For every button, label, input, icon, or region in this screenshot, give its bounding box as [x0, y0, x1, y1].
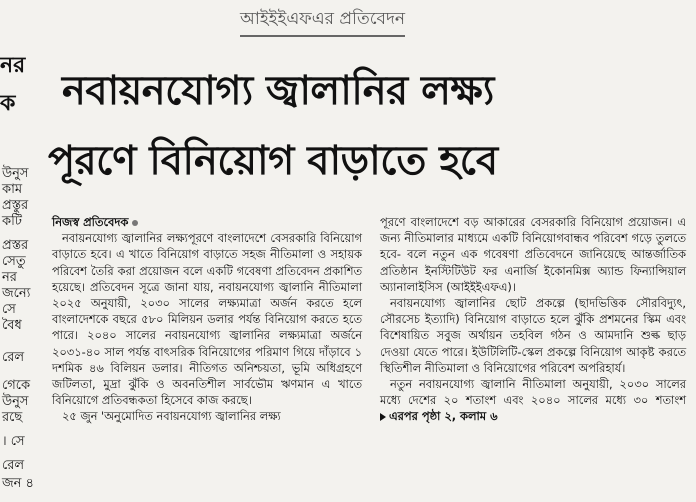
- adjacent-text-fragment: । সে: [2, 434, 25, 449]
- adjacent-text-fragment: নর: [2, 270, 17, 285]
- article-column-right: [380, 214, 686, 425]
- article-paragraph: ২৫ জুন 'অনুমোদিত নবায়নযোগ্য জ্বালানির লক্ষ্য: [62, 409, 281, 424]
- adjacent-headline-fragment: নর: [0, 53, 26, 78]
- adjacent-text-fragment: কটি: [2, 214, 22, 229]
- byline: [52, 214, 362, 230]
- adjacent-article-edge: [0, 0, 40, 502]
- byline-bullet-icon: [132, 220, 138, 226]
- article-paragraph: পূরণে বাংলাদেশে বড় আকারের বেসরকারি বিনিয়োগ প্রয়োজন। এ জন্য নীতিমালার মাধ্যমে একটি বিনিয়োগবান্ধব পরিবেশ গড়ে তুলতে হবে- বলে নতুন এক গবেষণা প্রতিবেদনে জানিয়েছে আন্তর্জাতিক প্রতিষ্ঠান ইনস্টিটিউট ফর এনার্জি ইকোনমিক্স অ্যান্ড ফিন্যান্সিয়াল অ্যানালাইসিস (আইইইএফএ)।: [380, 215, 686, 294]
- adjacent-text-fragment: রেল: [2, 350, 25, 365]
- article-paragraph: [380, 376, 686, 425]
- adjacent-text-fragment: কাম: [2, 182, 23, 197]
- kicker: আইইইএফএর প্রতিবেদন: [240, 6, 405, 37]
- adjacent-text-fragment: রছে: [2, 410, 23, 425]
- headline-line-1: নবায়নযোগ্য জ্বালানির লক্ষ্য: [62, 68, 494, 114]
- adjacent-text-fragment: প্রস্তর: [2, 238, 29, 253]
- adjacent-text-fragment: বৈধ: [2, 318, 22, 333]
- headline-line-2: পূরণে বিনিয়োগ বাড়াতে হবে: [48, 138, 498, 184]
- adjacent-text-fragment: সে: [2, 302, 16, 317]
- article-column-left: [52, 214, 362, 425]
- arrow-right-icon: [380, 413, 386, 421]
- continuation-note: [380, 409, 497, 423]
- adjacent-text-fragment: গেকে: [2, 378, 31, 393]
- adjacent-headline-fragment: ক: [0, 91, 16, 116]
- adjacent-text-fragment: উনুস: [2, 394, 29, 409]
- continuation-text: এরপর পৃষ্ঠা ২, কলাম ৬: [389, 409, 498, 424]
- adjacent-text-fragment: রেল: [2, 458, 25, 473]
- article-paragraph: নবায়নযোগ্য জ্বালানির লক্ষ্যপূরণে বাংলাদেশে বেসরকারি বিনিয়োগ বাড়াতে হবে। এ খাতে বিনিয়োগ বাড়াতে সহজ নীতিমালা ও সহায়ক পরিবেশ তৈরি করা প্রয়োজন বলে একটি গবেষণা প্রতিবেদন প্রকাশিত হয়েছে। প্রতিবেদন সূত্রে জানা যায়, নবায়নযোগ্য জ্বালানি নীতিমালা ২০২৫ অনুযায়ী, ২০৩০ সালের লক্ষ্যমাত্রা অর্জন করতে হলে বাংলাদেশকে বছরে ৫৮০ মিলিয়ন ডলার পর্যন্ত বিনিয়োগ করতে হতে পারে। ২০৪০ সালের নবায়নযোগ্য জ্বালানির লক্ষ্যমাত্রা অর্জনে ২০৩১-৪০ সাল পর্যন্ত বাৎসরিক বিনিয়োগের পরিমাণ গিয়ে দাঁড়াবে ১ দশমিক ৪৬ বিলিয়ন ডলার। নীতিগত অনিশ্চয়তা, ভূমি অধিগ্রহণে জটিলতা, মুদ্রা ঝুঁকি ও অবনতিশীল সার্বভৌম ঋণমান এ খাতে বিনিয়োগে প্রতিবন্ধকতা হিসেবে কাজ করছে।: [52, 231, 362, 408]
- adjacent-text-fragment: জন্যে: [2, 286, 31, 301]
- adjacent-text-fragment: উনুস: [2, 166, 29, 181]
- byline-text: নিজস্ব প্রতিবেদক: [52, 215, 129, 229]
- article-paragraph: নবায়নযোগ্য জ্বালানির ছোট প্রকল্পে (ছাদভিত্তিক সৌরবিদ্যুৎ, সৌরসেচ ইত্যাদি) বিনিয়োগ বাড়াতে হলে ঝুঁকি প্রশমনের স্কিম এবং বিশেষায়িত সবুজ অর্থায়ন তহবিল গঠন ও আমদানি শুল্ক ছাড় দেওয়া যেতে পারে। ইউটিলিটি-স্কেল প্রকল্পে বিনিয়োগ আকৃষ্ট করতে স্থিতিশীল নীতিমালা ও বিনিয়োগের পরিবেশ অপরিহার্য।: [380, 296, 686, 375]
- adjacent-text-fragment: সেতু: [2, 254, 26, 269]
- adjacent-text-fragment: জন ৪: [2, 476, 34, 491]
- adjacent-text-fragment: প্রস্তুর: [2, 198, 29, 213]
- article-paragraph-text: নতুন নবায়নযোগ্য জ্বালানি নীতিমালা অনুযায়ী, ২০৩০ সালের মধ্যে দেশের ২০ শতাংশ এবং ২০৪০ সালের মধ্যে ৩০ শতাংশ: [380, 377, 686, 408]
